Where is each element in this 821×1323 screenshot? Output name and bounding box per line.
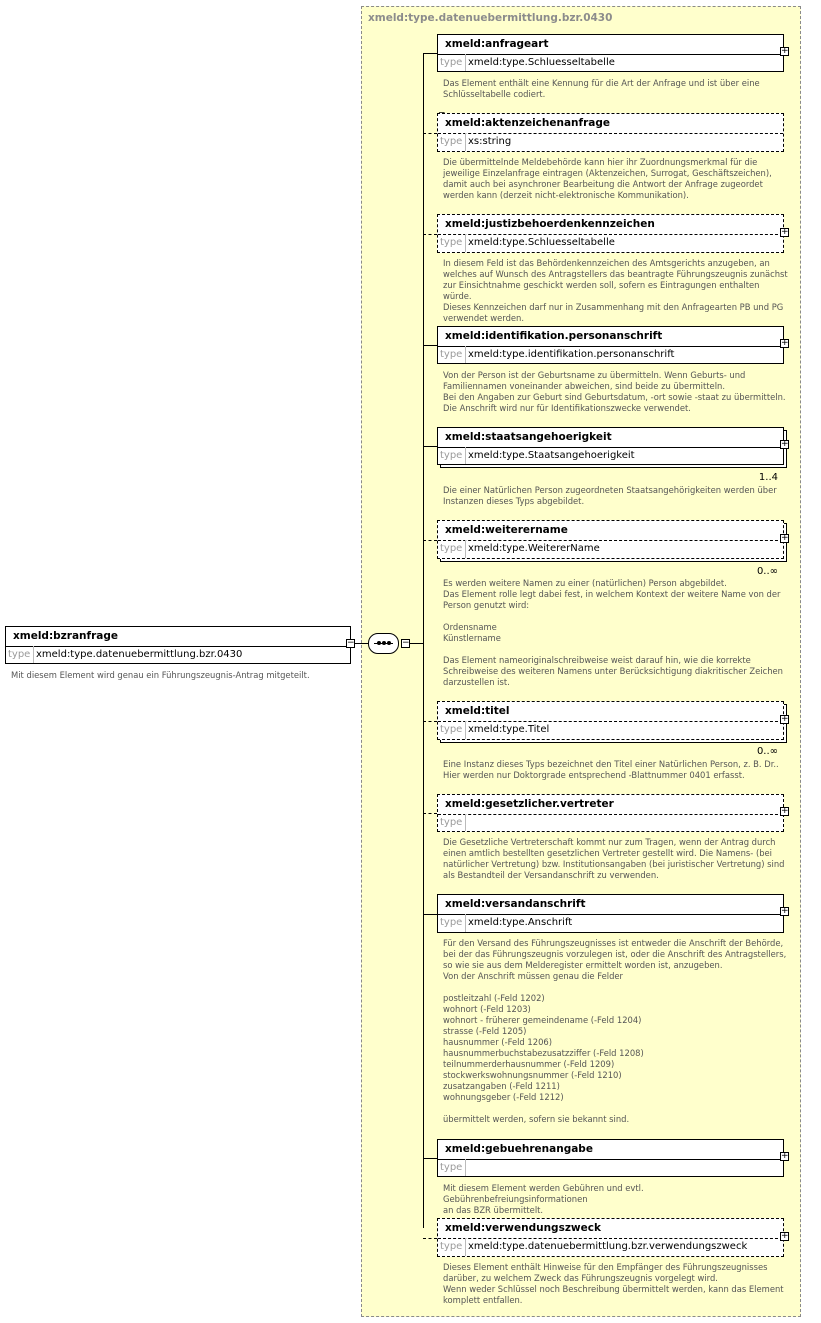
divider <box>438 721 783 722</box>
type-separator <box>33 646 34 663</box>
type-separator <box>465 133 466 151</box>
element-weiterername[interactable] <box>437 520 789 559</box>
element-aktenzeichenanfrage[interactable] <box>437 113 784 152</box>
branch-line <box>423 721 437 722</box>
expand-button[interactable]: + <box>781 338 789 348</box>
element-name: xmeld:titel <box>445 705 510 717</box>
cardinality-label: 1..4 <box>758 472 778 483</box>
element-anfrageart[interactable] <box>437 34 789 72</box>
element-description: In diesem Feld ist das Behördenkennzeichen des Amtsgerichts anzugeben, an welches auf Wunsch des Antragstellers das beantragte Führungszeugnis zunächst zur Einsichtnahme geschickt werden soll, sofern es Eintragungen enthalten würde. Dieses Kennzeichen darf nur in Zusammenhang mit den Anfragearten PB und PG verwendet werden. <box>443 258 788 323</box>
expand-button[interactable]: + <box>781 533 789 543</box>
panel-title: xmeld:type.datenuebermittlung.bzr.0430 <box>368 12 613 24</box>
type-separator <box>465 447 466 464</box>
connector-line <box>355 643 368 644</box>
type-label: type <box>440 450 463 461</box>
expand-button[interactable]: + <box>781 1151 789 1161</box>
type-label: type <box>8 649 31 660</box>
branch-line <box>423 1238 437 1239</box>
divider <box>438 540 783 541</box>
expand-button[interactable]: + <box>781 439 789 449</box>
branch-line <box>423 446 437 447</box>
type-label: type <box>440 724 463 735</box>
type-label: type <box>440 349 463 360</box>
type-value: xmeld:type.identifikation.personanschrift <box>468 349 675 360</box>
sequence-compositor[interactable] <box>368 633 399 654</box>
element-description: Eine Instanz dieses Typs bezeichnet den Titel einer Natürlichen Person, z. B. Dr.. Hier werden nur Doktorgrade entsprechend -Blattnummer 0401 erfasst. <box>443 759 779 780</box>
element-gesetzlicher-vertreter[interactable] <box>437 794 789 832</box>
divider <box>438 133 783 134</box>
expand-button[interactable]: + <box>781 46 789 56</box>
type-separator <box>465 1159 466 1176</box>
type-label: type <box>440 136 463 147</box>
branch-line <box>423 813 437 814</box>
divider <box>438 1159 783 1160</box>
divider <box>438 54 783 55</box>
type-label: type <box>440 1162 463 1173</box>
type-label: type <box>440 237 463 248</box>
branch-line <box>423 345 437 346</box>
cardinality-label: 0..∞ <box>756 566 778 577</box>
type-separator <box>465 54 466 71</box>
type-value: xmeld:type.Schluesseltabelle <box>468 237 615 248</box>
type-label: type <box>440 917 463 928</box>
type-separator <box>465 346 466 363</box>
element-name: xmeld:anfrageart <box>445 38 549 50</box>
branch-line <box>423 540 437 541</box>
root-type-value: xmeld:type.datenuebermittlung.bzr.0430 <box>36 649 243 660</box>
type-value: xmeld:type.WeitererName <box>468 543 600 554</box>
root-description: Mit diesem Element wird genau ein Führungszeugnis-Antrag mitgeteilt. <box>11 670 310 680</box>
element-name: xmeld:aktenzeichenanfrage <box>445 117 610 129</box>
type-label: type <box>440 817 463 828</box>
element-name: xmeld:justizbehoerdenkennzeichen <box>445 218 655 230</box>
divider <box>438 447 783 448</box>
element-name: xmeld:verwendungszweck <box>445 1222 601 1234</box>
type-label: type <box>440 543 463 554</box>
divider <box>438 234 783 235</box>
divider <box>438 346 783 347</box>
branch-line <box>423 133 437 134</box>
branch-line <box>423 1158 437 1159</box>
element-description: Für den Versand des Führungszeugnisses ist entweder die Anschrift der Behörde, bei der das Führungszeugnis vorzulegen ist, oder die Anschrift des Antragstellers, so wie sie aus dem Melderegister ermittelt worden ist, anzugeben. Von der Anschrift müssen genau die Felder postleitzahl (-Feld 1202) wohnort (-Feld 1203) wohnort - früherer gemeindename (-Feld 1204) strasse (-Feld 1205) hausnummer (-Feld 1206) hausnummerbuchstabezusatzziffer (-Feld 1208) teilnummerderhausnummer (-Feld 1209) stockwerkswohnungsnummer (-Feld 1210) zusatzangaben (-Feld 1211) wohnungsgeber (-Feld 1212) übermittelt werden, sofern sie bekannt sind. <box>443 938 787 1124</box>
branch-line <box>423 53 437 54</box>
branch-line <box>423 234 437 235</box>
element-description: Von der Person ist der Geburtsname zu übermitteln. Wenn Geburts- und Familiennamen voneinander abweichen, sind beide zu übermitteln. Bei den Angaben zur Geburt sind Geburtsdatum, -ort sowie -staat zu übermitteln. Die Anschrift wird nur für Identifikationszwecke verwendet. <box>443 370 786 413</box>
type-value: xmeld:type.Staatsangehoerigkeit <box>468 450 635 461</box>
element-description: Die einer Natürlichen Person zugeordneten Staatsangehörigkeiten werden über Instanzen dieses Typs abgebildet. <box>443 485 777 506</box>
element-description: Die übermittelnde Meldebehörde kann hier ihr Zuordnungsmerkmal für die jeweilige Einzelanfrage eintragen (Aktenzeichen, Surrogat, Geschäftszeichen), damit auch bei asynchroner Bearbeitung die Antwort der Anfrage zugeordet werden kann (derzeit nicht-elektronische Kommunikation). <box>443 157 772 200</box>
element-name: xmeld:staatsangehoerigkeit <box>445 431 612 443</box>
element-description: Die Gesetzliche Vertreterschaft kommt nur zum Tragen, wenn der Antrag durch einen amtlich bestellten gesetzlichen Vertreter gestellt wird. Die Namens- (bei natürlicher Vertretung) bzw. Institutionsangaben (bei juristischer Vertretung) sind als Bestandteil der Versandanschrift zu verwenden. <box>443 837 785 880</box>
type-separator <box>465 914 466 932</box>
element-justizbehoerdenkennzeichen[interactable] <box>437 214 789 253</box>
type-value: xs:string <box>468 136 512 147</box>
expand-button[interactable]: + <box>781 227 789 237</box>
cardinality-label: 0..∞ <box>756 746 778 757</box>
element-titel[interactable] <box>437 701 789 740</box>
type-separator <box>465 540 466 558</box>
expand-button[interactable]: + <box>781 714 789 724</box>
expand-button[interactable]: + <box>781 1231 789 1241</box>
element-name: xmeld:weiterername <box>445 524 568 536</box>
type-label: type <box>440 1241 463 1252</box>
type-separator <box>465 234 466 252</box>
element-name: xmeld:gesetzlicher.vertreter <box>445 798 614 810</box>
element-description: Mit diesem Element werden Gebühren und evtl. Gebührenbefreiungsinformationen an das BZR übermittelt. <box>443 1183 644 1215</box>
root-element-box[interactable] <box>5 626 351 664</box>
branch-line <box>423 914 437 915</box>
element-gebuehrenangabe[interactable] <box>437 1139 789 1177</box>
element-verwendungszweck[interactable] <box>437 1218 789 1257</box>
element-description: Dieses Element enthält Hinweise für den Empfänger des Führungszeugnisses darüber, zu welchem Zweck das Führungszeugnis vorgelegt wird. Wenn weder Schlüssel noch Beschreibung übermittelt werden, kann das Element komplett entfallen. <box>443 1262 784 1305</box>
type-value: xmeld:type.Schluesseltabelle <box>468 57 615 68</box>
sequence-dot <box>377 641 381 645</box>
divider <box>438 914 783 915</box>
sequence-dot <box>387 641 391 645</box>
divider <box>438 814 783 815</box>
element-staatsangehoerigkeit[interactable] <box>437 427 789 465</box>
element-description: Es werden weitere Namen zu einer (natürlichen) Person abgebildet. Das Element rolle legt dabei fest, in welchem Kontext der weitere Name von der Person genutzt wird: Ordensname Künstlername Das Element nameoriginalschreibweise weist darauf hin, wie die korrekte Schreibweise des weiteren Namens unter Berücksichtigung diakritischer Zeichen darzustellen ist. <box>443 578 783 687</box>
element-name: xmeld:gebuehrenangabe <box>445 1143 593 1155</box>
element-name: xmeld:identifikation.personanschrift <box>445 330 663 342</box>
type-separator <box>465 814 466 831</box>
connector-line <box>410 643 424 644</box>
sequence-trunk-line <box>423 53 424 1228</box>
expand-button[interactable]: + <box>781 906 789 916</box>
element-name: xmeld:versandanschrift <box>445 898 586 910</box>
collapse-root-button[interactable]: − <box>347 638 355 648</box>
type-value: xmeld:type.Anschrift <box>468 917 573 928</box>
type-value: xmeld:type.datenuebermittlung.bzr.verwendungszweck <box>468 1241 748 1252</box>
element-identifikation-personanschrift[interactable] <box>437 326 789 364</box>
sequence-dot <box>382 641 386 645</box>
expand-button[interactable]: + <box>781 806 789 816</box>
divider <box>6 646 350 647</box>
type-value: xmeld:type.Titel <box>468 724 550 735</box>
element-versandanschrift[interactable] <box>437 894 789 933</box>
collapse-sequence-button[interactable]: − <box>402 638 410 648</box>
divider <box>438 1238 783 1239</box>
type-separator <box>465 721 466 739</box>
element-description: Das Element enthält eine Kennung für die Art der Anfrage und ist über eine Schlüsseltabelle codiert. <box>443 78 760 99</box>
root-element-name: xmeld:bzranfrage <box>13 630 118 642</box>
type-separator <box>465 1238 466 1256</box>
type-label: type <box>440 57 463 68</box>
